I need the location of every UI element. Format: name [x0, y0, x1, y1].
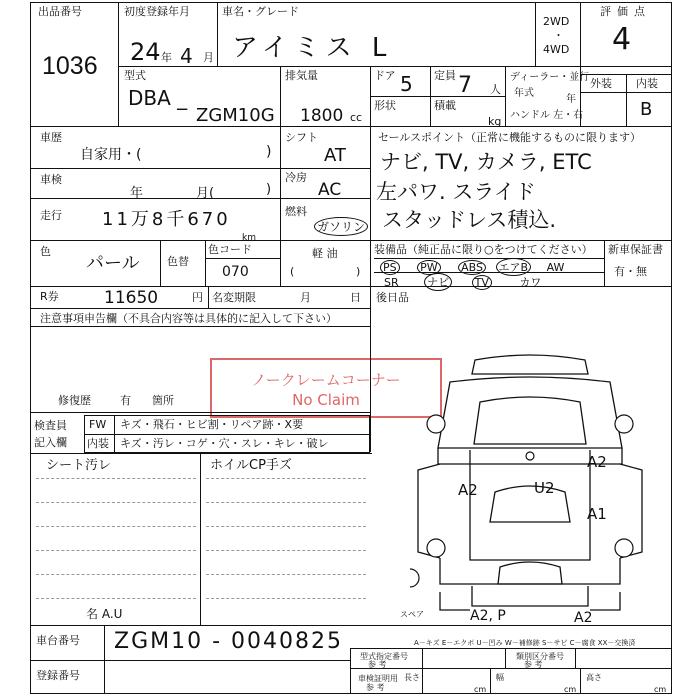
damage-u2: U2 [534, 479, 555, 497]
equipment-row1: PS PW ABS エアB AW [380, 258, 564, 276]
lot-number: 1036 [42, 52, 98, 80]
damage-a2p-bottom: A2, P [470, 608, 506, 624]
lot-label: 出品番号 [38, 5, 82, 18]
rating-label: 評価点 [600, 5, 651, 18]
spare-label: スペア [400, 610, 424, 619]
doors-value: 5 [400, 72, 413, 96]
color-code: 070 [222, 264, 249, 280]
car-name: アイミス L [232, 33, 393, 63]
equipment-row2: SR ナビ TV カワ [384, 273, 541, 291]
history-value: 自家用・( [80, 147, 142, 163]
legend: A－キズ E－エクボ U－凹み W－補修跡 S－サビ C－腐食 XX－交換済 [414, 639, 636, 647]
chassis-number: ZGM10 - 0040825 [114, 629, 343, 654]
remark-left: シート汚レ [46, 458, 112, 473]
car-diagram [410, 352, 650, 622]
first-reg-label: 初度登録年月 [124, 5, 190, 18]
interior-grade: B [640, 99, 653, 120]
model-prefix: DBA _ [128, 86, 188, 110]
no-claim-stamp: ノークレームコーナー No Claim [210, 358, 442, 418]
ac-value: AC [318, 180, 342, 200]
damage-a1-right: A1 [587, 505, 607, 523]
sales-line2: 左パワ. スライド [376, 180, 536, 204]
sales-line1: ナビ, TV, カメラ, ETC [380, 150, 592, 174]
damage-a2-left: A2 [458, 481, 478, 499]
remark-right: ホイルCP手ズ [210, 458, 292, 473]
displacement-value: 1800 [300, 106, 344, 126]
damage-a2-right: A2 [587, 453, 607, 471]
car-label: 車名・グレード [222, 5, 299, 18]
color-value: パール [86, 253, 140, 274]
damage-a2-bottom-right: A2 [574, 610, 593, 626]
model-code: ZGM10G [196, 105, 275, 126]
first-reg-month: 4 [180, 44, 193, 68]
rating-score: 4 [612, 22, 632, 57]
recycle-value: 11650 [104, 288, 159, 308]
first-reg-year: 24 [130, 38, 161, 66]
sales-line3: スタッドレス積込. [382, 208, 557, 232]
capacity-value: 7 [458, 73, 472, 98]
inspector-sign: 名 A.U [86, 607, 123, 621]
shift-value: AT [324, 145, 346, 166]
mileage-value: 11万8千670 [102, 209, 231, 230]
fuel-gasoline: ガソリン [314, 217, 368, 236]
